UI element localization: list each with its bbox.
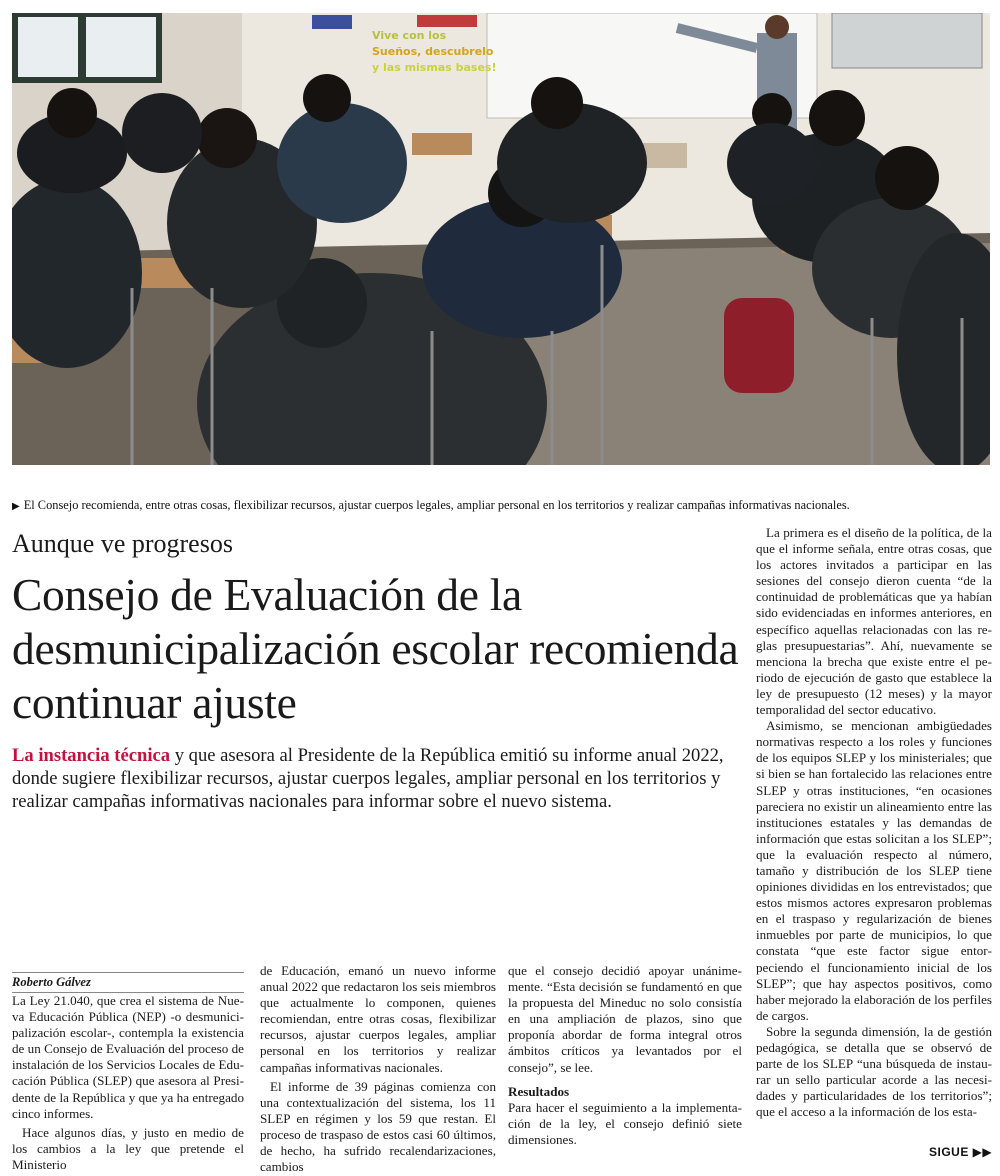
col3-paragraph-2: Para hacer el seguimiento a la implementación de la ley, el consejo definió siete dimensiones. bbox=[508, 1099, 742, 1147]
article-column-2 bbox=[260, 963, 496, 1175]
col4-paragraph-3: Sobre la segunda dimensión, la de gestión pedagógica, se detalla que se observó de parte de los SLEP “una búsqueda de instaurar un sello particular acorde a las necesidades y particularidades de los territorios”; que el acceso a la información de los esta- bbox=[756, 1023, 992, 1120]
caption-text: El Consejo recomienda, entre otras cosas, flexibilizar recursos, ajustar cuerpos legales, ampliar personal en los territorios y realizar campañas informativas nacionales. bbox=[23, 498, 850, 512]
article-column-3 bbox=[508, 963, 742, 1148]
results-subhead: Resultados bbox=[508, 1083, 570, 1099]
col4-paragraph-1: La primera es el diseño de la política, de la que el informe señala, entre otras cosas, que los actores invitados a participar en las sesiones del consejo dieron cuenta “de la continuidad de problemáticas que ya habían sido evidenciadas en informes anteriores, en específico aquellas relacionadas con las reglas presupuestarias”. Ahí, nuevamente se menciona la brecha que existe entre el periodo de ejecución de gasto que establece la ley de presupuesto (12 meses) y la mayor temporalidad del sector educativo. bbox=[756, 525, 992, 718]
board-text-2: Sueños, descubrelo bbox=[372, 45, 494, 58]
col2-paragraph-2: El informe de 39 páginas comienza con una contextualización del sistema, los 11 SLEP en régimen y los 59 que restan. El proceso de traspaso de estos casi 60 últimos, de hecho, ha sufrido recalendarizaciones, cambios bbox=[260, 1078, 496, 1175]
col1-paragraph-1: La Ley 21.040, que crea el sistema de Nueva Educación Pública (NEP) -o desmunicipalización escolar-, contempla la existencia de un Consejo de Evaluación del proceso de instalación de los Servicios Locales de Educación Pública (SLEP) que asesora al Presidente de la República y que ya ha entregado cinco informes. bbox=[12, 993, 244, 1121]
kicker: Aunque ve progresos bbox=[12, 529, 233, 558]
col4-paragraph-2: Asimismo, se mencionan ambigüedades normativas respecto a los roles y funciones de los equipos SLEP y los ministeriales; que si bien se han fortalecido las relaciones entre SLEP y otras instituciones, “en ocasiones pareciera no existir un alineamiento entre las instituciones estatales y las demandas de información que estas solicitan a los SLEP”; que la evaluación respecto al número, tamaño y distribución de los SLEP tiene opiniones divididas en los entrevistados; que estos mismos actores expresaron problemas en el traspaso y regularización de bienes inmuebles por parte de municipios, lo que constata “que este factor sigue entorpeciendo el funcionamiento inicial de los SLEP”; que hay aspectos positivos, como haber mejorado la elaboración de los perfiles de cargos. bbox=[756, 718, 992, 1023]
lead-text: y que asesora al Presidente de la República emitió su informe anual 2022, donde sugiere flexibilizar recursos, ajustar cuerpos legales, ampliar personal en los territorios y realizar campañas informativas nacionales para informar sobre el nuevo sistema. bbox=[12, 745, 724, 812]
col3-paragraph-1: que el consejo decidió apoyar unánimemente. “Esta decisión se fundamentó en que la propuesta del Mineduc no solo consistía en una ampliación de plazos, sino que proponía abordar de forma integral otros ámbitos críticos ya levantados por el consejo”, se lee. bbox=[508, 963, 742, 1075]
triangle-right-icon: ▶ bbox=[12, 501, 20, 512]
byline: Roberto Gálvez bbox=[12, 972, 244, 993]
col1-paragraph-2: Hace algunos días, y justo en medio de los cambios a la ley que pretende el Ministerio bbox=[12, 1124, 244, 1172]
col2-paragraph-1: de Educación, emanó un nuevo informe anual 2022 que redactaron los seis miembros que actualmente lo componen, quienes recomiendan, entre otras cosas, flexibilizar recursos, ajustar cuerpos legales, ampliar personal en los territorios y realizar campañas informativas nacionales. bbox=[260, 963, 496, 1075]
board-text-1: Vive con los bbox=[372, 29, 447, 42]
lead-highlight: La instancia técnica bbox=[12, 745, 171, 766]
photo-caption bbox=[12, 497, 990, 515]
article-column-4 bbox=[756, 525, 992, 1120]
continue-marker: SIGUE ▶▶ bbox=[929, 1145, 993, 1159]
article-column-1 bbox=[12, 972, 244, 1173]
classroom-photo bbox=[12, 13, 990, 465]
board-text-3: y las mismas bases! bbox=[372, 61, 497, 74]
headline: Consejo de Evaluación de la desmunicipalización escolar recomienda continuar ajuste bbox=[12, 569, 739, 728]
lead-paragraph bbox=[12, 744, 752, 813]
